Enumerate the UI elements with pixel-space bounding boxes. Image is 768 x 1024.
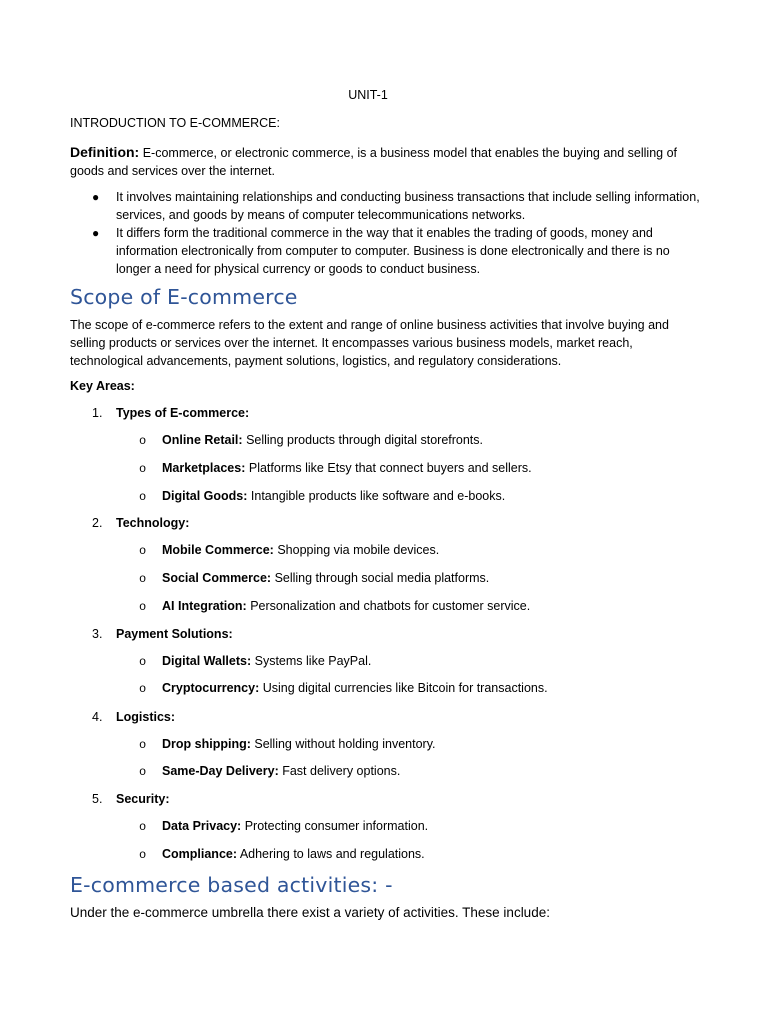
definition-paragraph bbox=[70, 143, 702, 180]
bullet-icon: ● bbox=[92, 190, 100, 204]
circle-bullet-icon: o bbox=[139, 572, 147, 586]
list-item bbox=[139, 654, 371, 669]
item-term: Drop shipping: bbox=[162, 737, 251, 751]
area-label: Technology: bbox=[116, 516, 190, 530]
list-item bbox=[70, 188, 702, 224]
area-security bbox=[92, 792, 170, 806]
scope-heading: Scope of E-commerce bbox=[70, 285, 298, 309]
unit-title: UNIT-1 bbox=[348, 88, 388, 102]
item-desc: Selling through social media platforms. bbox=[274, 571, 490, 585]
item-term: Data Privacy: bbox=[162, 819, 242, 833]
circle-bullet-icon: o bbox=[139, 765, 147, 779]
item-desc: Systems like PayPal. bbox=[254, 654, 372, 668]
circle-bullet-icon: o bbox=[139, 738, 147, 752]
circle-bullet-icon: o bbox=[139, 820, 147, 834]
key-areas-label: Key Areas: bbox=[70, 379, 135, 393]
definition-text: E-commerce, or electronic commerce, is a business model that enables the buying and selling of goods and services over the internet. bbox=[70, 146, 677, 178]
list-item bbox=[139, 543, 439, 558]
item-term: Mobile Commerce: bbox=[162, 543, 274, 557]
list-item bbox=[139, 681, 548, 696]
area-label: Security: bbox=[116, 792, 170, 806]
item-term: Social Commerce: bbox=[162, 571, 272, 585]
item-desc: Selling without holding inventory. bbox=[254, 737, 436, 751]
area-types bbox=[92, 406, 249, 420]
list-item bbox=[139, 433, 483, 448]
list-item bbox=[70, 224, 702, 278]
bullet-icon: ● bbox=[92, 226, 100, 240]
list-item bbox=[139, 764, 400, 779]
item-term: Same-Day Delivery: bbox=[162, 764, 279, 778]
item-desc: Using digital currencies like Bitcoin for transactions. bbox=[262, 681, 548, 695]
circle-bullet-icon: o bbox=[139, 490, 147, 504]
item-desc: Adhering to laws and regulations. bbox=[239, 847, 425, 861]
list-item bbox=[139, 571, 489, 586]
item-desc: Intangible products like software and e-books. bbox=[250, 489, 506, 503]
item-desc: Fast delivery options. bbox=[282, 764, 401, 778]
item-desc: Protecting consumer information. bbox=[244, 819, 429, 833]
area-technology bbox=[92, 516, 189, 530]
circle-bullet-icon: o bbox=[139, 655, 147, 669]
item-term: Digital Wallets: bbox=[162, 654, 252, 668]
intro-heading: INTRODUCTION TO E-COMMERCE: bbox=[70, 116, 280, 130]
area-label: Types of E-commerce: bbox=[116, 406, 250, 420]
list-item bbox=[139, 737, 436, 752]
circle-bullet-icon: o bbox=[139, 544, 147, 558]
area-number: 3. bbox=[92, 627, 103, 641]
item-desc: Shopping via mobile devices. bbox=[277, 543, 440, 557]
circle-bullet-icon: o bbox=[139, 848, 147, 862]
circle-bullet-icon: o bbox=[139, 600, 147, 614]
item-desc: Personalization and chatbots for customer service. bbox=[250, 599, 531, 613]
item-term: Marketplaces: bbox=[162, 461, 246, 475]
bullet-text: It involves maintaining relationships and conducting business transactions that include selling information, services, and goods by means of computer telecommunications networks. bbox=[116, 190, 700, 222]
item-term: Digital Goods: bbox=[162, 489, 248, 503]
list-item bbox=[139, 461, 532, 476]
list-item bbox=[139, 819, 428, 834]
intro-bullet-list bbox=[70, 188, 702, 278]
bullet-text: It differs form the traditional commerce in the way that it enables the trading of goods, money and information electronically from computer to computer. Business is done electronically and there is no longer a need for physical currency or goods to conduct business. bbox=[116, 226, 670, 276]
item-term: AI Integration: bbox=[162, 599, 247, 613]
circle-bullet-icon: o bbox=[139, 462, 147, 476]
area-logistics bbox=[92, 710, 175, 724]
circle-bullet-icon: o bbox=[139, 682, 147, 696]
area-number: 5. bbox=[92, 792, 103, 806]
activities-paragraph: Under the e-commerce umbrella there exist a variety of activities. These include: bbox=[70, 905, 550, 920]
area-number: 4. bbox=[92, 710, 103, 724]
list-item bbox=[139, 847, 425, 862]
item-term: Cryptocurrency: bbox=[162, 681, 260, 695]
scope-paragraph: The scope of e-commerce refers to the extent and range of online business activities that involve buying and selling products or services over the internet. It encompasses various business models, market reach, technological advancements, payment solutions, logistics, and regulatory considerations. bbox=[70, 318, 669, 368]
definition-label: Definition: bbox=[70, 144, 140, 160]
area-number: 2. bbox=[92, 516, 103, 530]
list-item bbox=[139, 599, 530, 614]
item-desc: Platforms like Etsy that connect buyers and sellers. bbox=[248, 461, 532, 475]
item-term: Online Retail: bbox=[162, 433, 243, 447]
area-number: 1. bbox=[92, 406, 103, 420]
area-payment-solutions bbox=[92, 627, 233, 641]
area-label: Payment Solutions: bbox=[116, 627, 233, 641]
item-term: Compliance: bbox=[162, 847, 238, 861]
activities-heading: E-commerce based activities: - bbox=[70, 873, 393, 897]
list-item bbox=[139, 489, 505, 504]
circle-bullet-icon: o bbox=[139, 434, 147, 448]
area-label: Logistics: bbox=[116, 710, 176, 724]
item-desc: Selling products through digital storefronts. bbox=[246, 433, 484, 447]
